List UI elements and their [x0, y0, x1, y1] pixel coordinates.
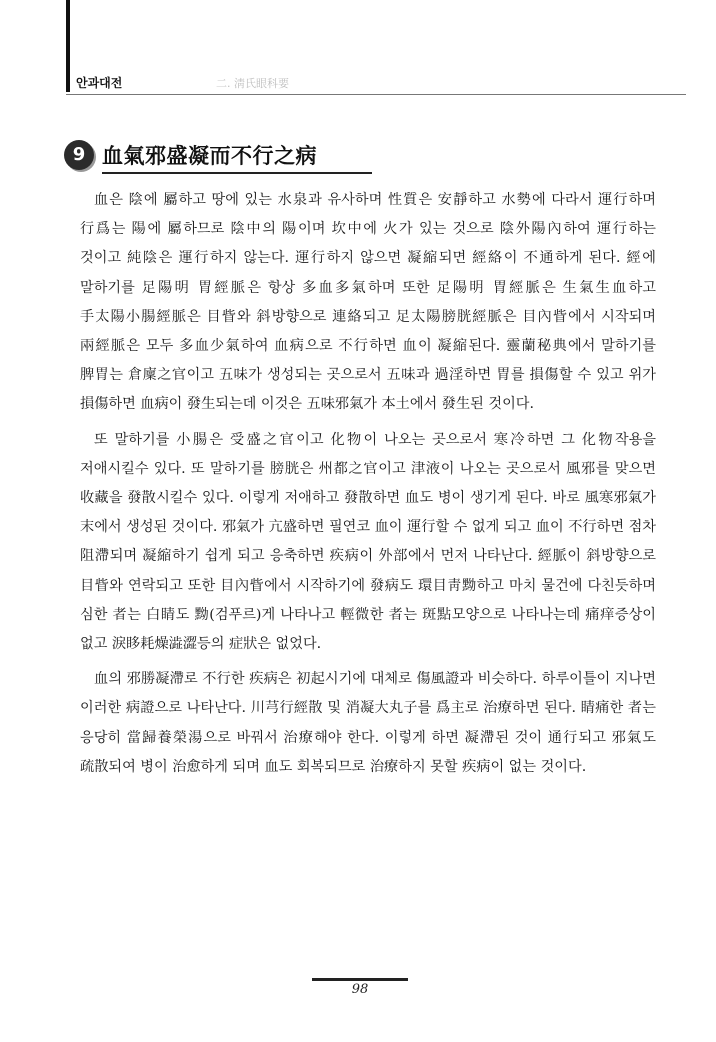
running-head: 안과대전	[76, 76, 123, 90]
page-header	[66, 70, 686, 96]
running-subhead: 二. 淸氏眼科要	[216, 77, 289, 90]
section-heading	[64, 136, 624, 180]
title-underline	[102, 172, 372, 174]
section-title: 血氣邪盛凝而不行之病	[102, 143, 317, 168]
header-rule	[66, 94, 686, 95]
paragraph-3: 血의 邪勝凝滯로 不行한 疾病은 初起시기에 대체로 傷風證과 비슷하다. 하루이틀이 지나면 이러한 病證으로 나타난다. 川芎行經散 및 消凝大丸子를 爲主로 治療하면 된다. 睛痛한 者는 응당히 當歸養榮湯으로 바꿔서 治療해야 한다. 이렇게 하면 凝滯된 것이 通行되고 邪氣도 疏散되여 병이 治愈하게 되며 血도 회복되므로 治療하지 못할 疾病이 없는 것이다.	[80, 671, 656, 775]
paragraph-1: 血은 陰에 屬하고 땅에 있는 水泉과 유사하며 性質은 安靜하고 水勢에 다라서 運行하며 行爲는 陽에 屬하므로 陰中의 陽이며 坎中에 火가 있는 것으로 陰外陽內하여 運行하는 것이고 純陰은 運行하지 않는다. 運行하지 않으면 凝縮되면 經絡이 不通하게 된다. 經에 말하기를 足陽明 胃經脈은 항상 多血多氣하며 또한 足陽明 胃經脈은 生氣生血하고 手太陽小腸經脈은 目眥와 斜방향으로 連絡되고 足太陽膀胱經脈은 目內眥에서 시작되며 兩經脈은 모두 多血少氣하여 血病으로 不行하면 血이 凝縮된다. 靈蘭秘典에서 말하기를 脾胃는 倉廩之官이고 五味가 생성되는 곳으로서 五味과 過淫하면 胃를 損傷할 수 있고 위가 損傷하면 血病이 發生되는데 이것은 五味邪氣가 本土에서 發生된 것이다.	[80, 192, 656, 413]
body-text	[80, 186, 656, 788]
paragraph-2: 또 말하기를 小腸은 受盛之官이고 化物이 나오는 곳으로서 寒冷하면 그 化物작용을 저애시킬수 있다. 또 말하기를 膀胱은 州都之官이고 津液이 나오는 곳으로서 風邪를 맞으면 收藏을 發散시킬수 있다. 이렇게 저애하고 發散하면 血도 병이 생기게 된다. 바로 風寒邪氣가 末에서 생성된 것이다. 邪氣가 亢盛하면 필연코 血이 運行할 수 없게 되고 血이 不行하면 점차 阻滯되며 凝縮하기 쉽게 되고 응축하면 疾病이 外部에서 먼저 나타난다. 經脈이 斜방향으로 目眥와 연락되고 또한 目內眥에서 시작하기에 發病도 環目靑黝하고 마치 물건에 다친듯하며 심한 者는 白睛도 黝(검푸르)게 나타나고 輕微한 者는 斑點모양으로 나타나는데 痛痒증상이 없고 淚眵耗燥澁澀등의 症狀은 없었다.	[80, 431, 656, 653]
section-number-badge: 9	[64, 140, 94, 170]
page-number-rule	[312, 978, 408, 981]
page-number: 98	[351, 982, 369, 997]
